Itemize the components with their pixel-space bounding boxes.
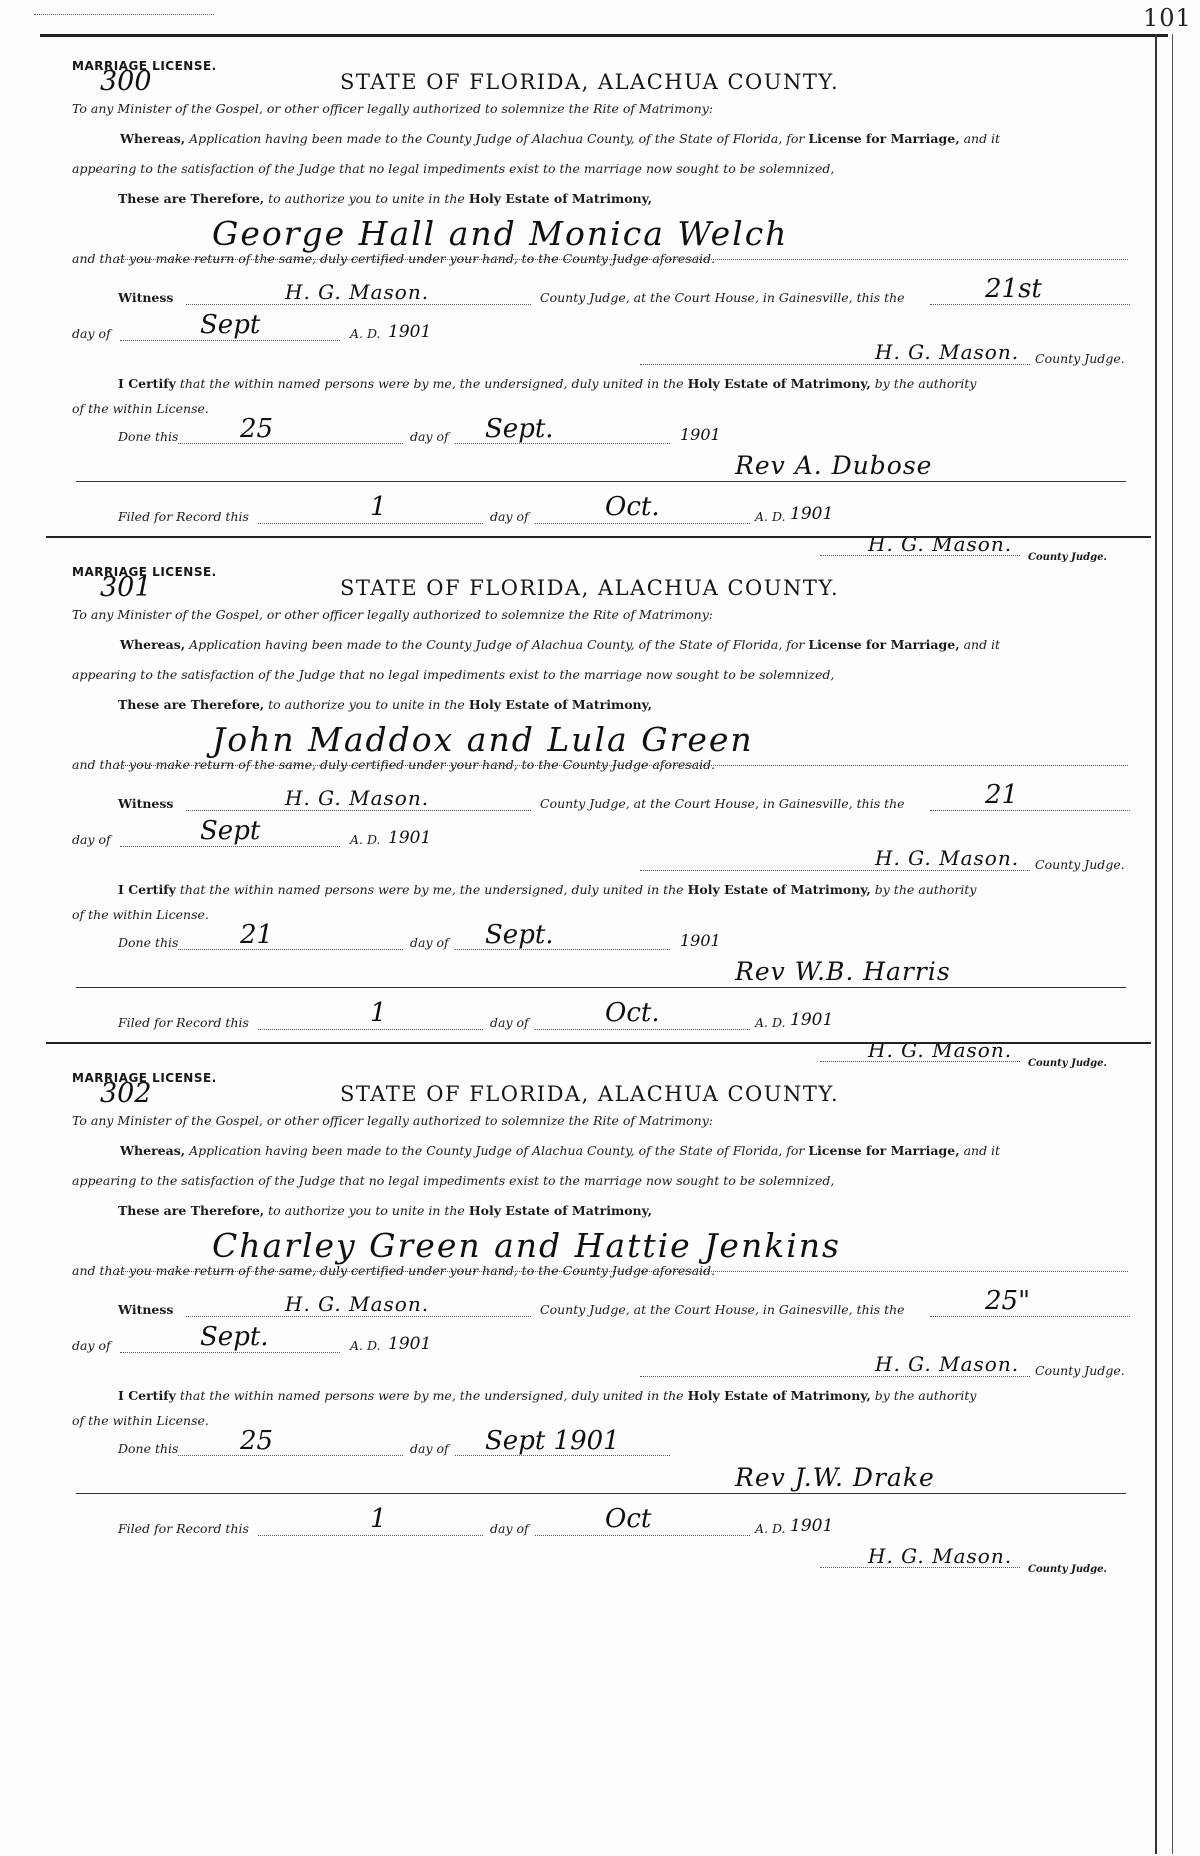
return-line: and that you make return of the same, duly certified under your hand, to the County Judge aforesaid. [72,757,716,772]
county-judge-label: County Judge. [1035,857,1125,872]
county-judge-label: County Judge. [1035,1363,1125,1378]
authorize-line [118,1203,652,1218]
filed-day-of: day of [490,1015,529,1030]
filed-ad: A. D. [755,509,786,524]
and-it: and it [963,131,1001,146]
address-line: To any Minister of the Gospel, or other officer legally authorized to solemnize the Rite of Matrimony: [72,101,713,116]
return-line: and that you make return of the same, duly certified under your hand, to the County Judge aforesaid. [72,251,716,266]
done-year: 1901 [680,425,721,444]
marriage-license-302 [0,1046,1200,1856]
filed-day-of: day of [490,509,529,524]
holy-estate-2: Holy Estate of Matrimony, [687,882,871,897]
filed-judge-signature: H. G. Mason. [868,1544,1013,1568]
officiant-signature: Rev W.B. Harris [735,957,951,986]
whereas-word: Whereas, [120,637,186,652]
certify-text: that the within named persons were by me, the undersigned, duly united in the [179,376,684,391]
issued-year: 1901 [388,828,432,848]
done-day-of: day of [410,429,449,444]
certify-line [118,376,976,391]
done-year: 1901 [680,931,721,950]
within-license: of the within License. [72,907,209,922]
appearing-line: appearing to the satisfaction of the Judge that no legal impediments exist to the marriage now sought to be solemnized, [72,1173,835,1188]
witness-line [118,1302,173,1317]
done-this-label: Done this [118,429,179,444]
issued-day: 25" [985,1286,1031,1316]
by-authority: by the authority [874,1388,977,1403]
witness-judge-name: H. G. Mason. [285,786,430,810]
county-judge-small: County Judge. [1028,1564,1107,1575]
within-license: of the within License. [72,401,209,416]
license-number: 300 [100,66,152,97]
witness-word: Witness [118,1302,174,1317]
officiant-signature: Rev J.W. Drake [735,1463,935,1492]
judge-signature: H. G. Mason. [875,846,1020,870]
issued-month: Sept. [200,1322,269,1352]
filed-divider [76,481,1126,482]
top-left-marks [34,14,214,15]
court-house-text: County Judge, at the Court House, in Gainesville, this the [540,1302,905,1317]
marriage-license-301 [0,540,1200,1069]
certify-word: I Certify [118,1388,176,1403]
certify-text: that the within named persons were by me, the undersigned, duly united in the [179,882,684,897]
done-day: 21 [240,920,274,950]
couple-names: George Hall and Monica Welch [212,214,789,253]
license-label: MARRIAGE LICENSE. [72,59,217,73]
authorize-text: to authorize you to unite in the [268,697,465,712]
by-authority: by the authority [874,376,977,391]
filed-label: Filed for Record this [118,509,249,524]
and-it: and it [963,637,1001,652]
judge-signature: H. G. Mason. [875,340,1020,364]
ad-label: A. D. [350,326,381,341]
certify-word: I Certify [118,376,176,391]
filed-year: 1901 [790,1010,834,1030]
witness-word: Witness [118,796,174,811]
county-judge-small: County Judge. [1028,1058,1107,1069]
filed-month: Oct. [605,998,660,1028]
done-this-label: Done this [118,935,179,950]
whereas-word: Whereas, [120,1143,186,1158]
and-it: and it [963,1143,1001,1158]
whereas-line [120,1143,1000,1158]
filed-label: Filed for Record this [118,1015,249,1030]
filed-day-of: day of [490,1521,529,1536]
filed-judge-signature: H. G. Mason. [868,1038,1013,1062]
witness-judge-name: H. G. Mason. [285,280,430,304]
done-month: Sept 1901 [485,1426,620,1456]
done-month: Sept. [485,414,554,444]
filed-year: 1901 [790,1516,834,1536]
issued-month: Sept [200,816,261,846]
day-of-label: day of [72,326,111,341]
holy-estate: Holy Estate of Matrimony, [468,1203,653,1218]
ad-label: A. D. [350,1338,381,1353]
license-for-marriage: License for Marriage, [808,1143,960,1158]
filed-day: 1 [370,1504,387,1534]
issued-day: 21 [985,780,1019,810]
address-line: To any Minister of the Gospel, or other officer legally authorized to solemnize the Rite of Matrimony: [72,607,713,622]
done-month: Sept. [485,920,554,950]
license-label: MARRIAGE LICENSE. [72,1071,217,1085]
done-day-of: day of [410,1441,449,1456]
license-label: MARRIAGE LICENSE. [72,565,217,579]
done-day: 25 [240,1426,274,1456]
filed-day: 1 [370,492,387,522]
holy-estate: Holy Estate of Matrimony, [468,191,653,206]
judge-signature: H. G. Mason. [875,1352,1020,1376]
issued-year: 1901 [388,322,432,342]
authorize-line [118,191,652,206]
license-number: 302 [100,1078,152,1109]
done-day-of: day of [410,935,449,950]
county-judge-label: County Judge. [1035,351,1125,366]
authorize-text: to authorize you to unite in the [268,191,465,206]
filed-label: Filed for Record this [118,1521,249,1536]
day-of-label: day of [72,832,111,847]
these-are-therefore: These are Therefore, [118,697,265,712]
certify-word: I Certify [118,882,176,897]
whereas-word: Whereas, [120,131,186,146]
filed-divider [76,987,1126,988]
county-judge-small: County Judge. [1028,552,1107,563]
address-line: To any Minister of the Gospel, or other officer legally authorized to solemnize the Rite of Matrimony: [72,1113,713,1128]
these-are-therefore: These are Therefore, [118,1203,265,1218]
couple-names: Charley Green and Hattie Jenkins [212,1226,841,1265]
holy-estate: Holy Estate of Matrimony, [468,697,653,712]
return-line: and that you make return of the same, duly certified under your hand, to the County Judge aforesaid. [72,1263,716,1278]
day-of-label: day of [72,1338,111,1353]
license-separator [46,1042,1151,1044]
authorize-line [118,697,652,712]
certify-line [118,882,976,897]
within-license: of the within License. [72,1413,209,1428]
filed-divider [76,1493,1126,1494]
whereas-line [120,637,1000,652]
marriage-license-300 [0,34,1200,563]
holy-estate-2: Holy Estate of Matrimony, [687,1388,871,1403]
whereas-text: Application having been made to the County Judge of Alachua County, of the State of Florida, for [189,131,805,146]
by-authority: by the authority [874,882,977,897]
filed-month: Oct. [605,492,660,522]
page-number: 101 [1143,4,1192,32]
ad-label: A. D. [350,832,381,847]
filed-month: Oct [605,1504,652,1534]
appearing-line: appearing to the satisfaction of the Judge that no legal impediments exist to the marriage now sought to be solemnized, [72,667,835,682]
issued-month: Sept [200,310,261,340]
couple-names: John Maddox and Lula Green [212,720,754,759]
these-are-therefore: These are Therefore, [118,191,265,206]
filed-day: 1 [370,998,387,1028]
done-this-label: Done this [118,1441,179,1456]
issued-day: 21st [985,274,1042,304]
officiant-signature: Rev A. Dubose [735,451,933,480]
certify-line [118,1388,976,1403]
witness-word: Witness [118,290,174,305]
done-day: 25 [240,414,274,444]
witness-judge-name: H. G. Mason. [285,1292,430,1316]
license-separator [46,536,1151,538]
license-title: STATE OF FLORIDA, ALACHUA COUNTY. [340,576,840,600]
license-number: 301 [100,572,152,603]
filed-judge-signature: H. G. Mason. [868,532,1013,556]
certify-text: that the within named persons were by me, the undersigned, duly united in the [179,1388,684,1403]
license-for-marriage: License for Marriage, [808,131,960,146]
license-for-marriage: License for Marriage, [808,637,960,652]
issued-year: 1901 [388,1334,432,1354]
filed-year: 1901 [790,504,834,524]
witness-line [118,290,173,305]
court-house-text: County Judge, at the Court House, in Gainesville, this the [540,290,905,305]
whereas-text: Application having been made to the County Judge of Alachua County, of the State of Florida, for [189,637,805,652]
whereas-line [120,131,1000,146]
witness-line [118,796,173,811]
whereas-text: Application having been made to the County Judge of Alachua County, of the State of Florida, for [189,1143,805,1158]
license-title: STATE OF FLORIDA, ALACHUA COUNTY. [340,1082,840,1106]
court-house-text: County Judge, at the Court House, in Gainesville, this the [540,796,905,811]
authorize-text: to authorize you to unite in the [268,1203,465,1218]
filed-ad: A. D. [755,1015,786,1030]
appearing-line: appearing to the satisfaction of the Judge that no legal impediments exist to the marriage now sought to be solemnized, [72,161,835,176]
holy-estate-2: Holy Estate of Matrimony, [687,376,871,391]
license-title: STATE OF FLORIDA, ALACHUA COUNTY. [340,70,840,94]
filed-ad: A. D. [755,1521,786,1536]
